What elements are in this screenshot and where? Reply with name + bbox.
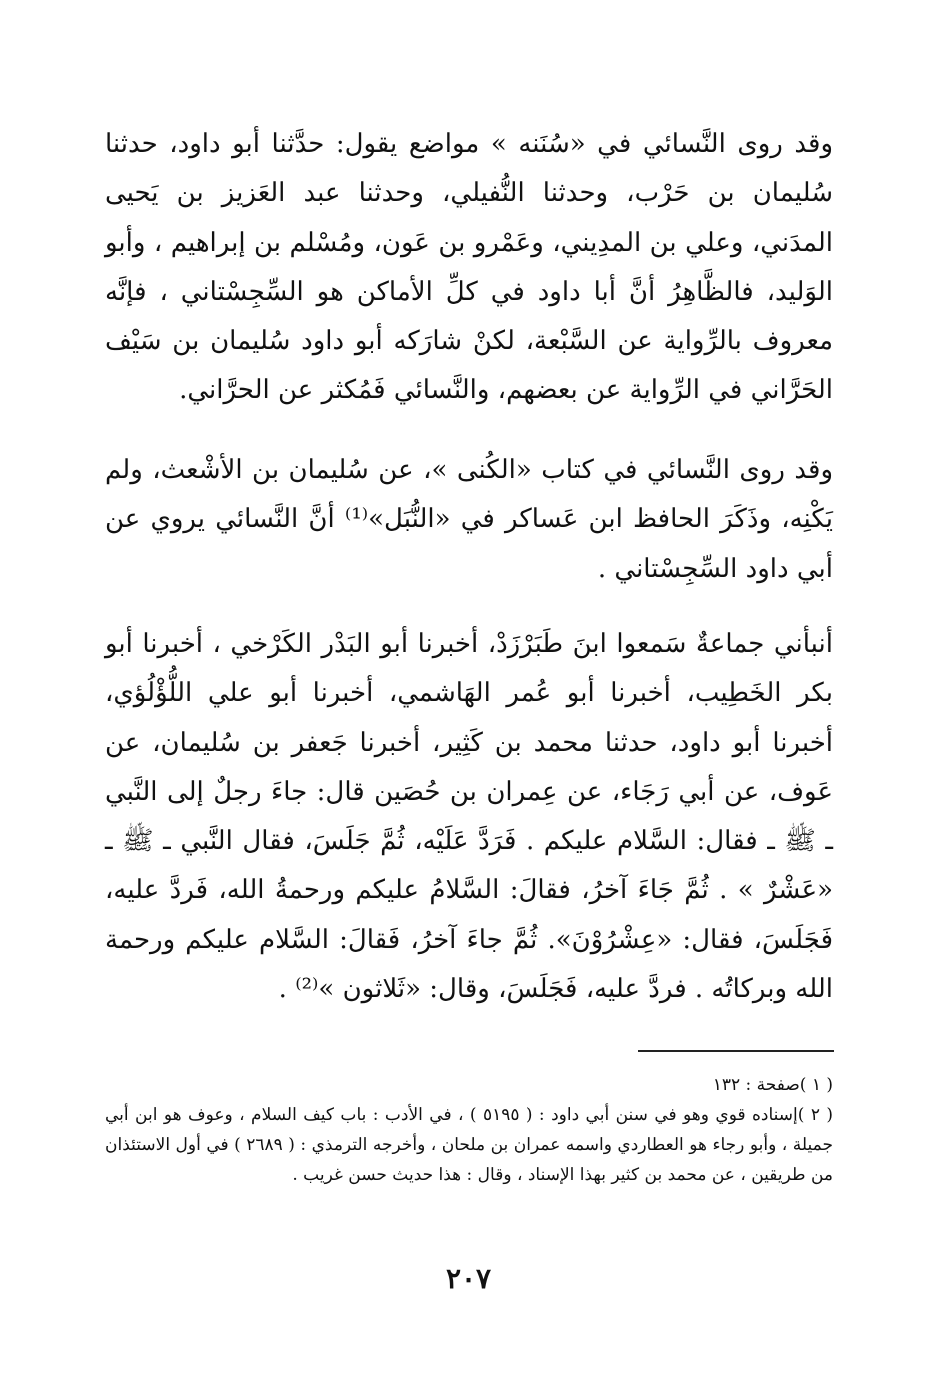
- body-paragraph-1: [105, 120, 833, 416]
- page-number: ٢٠٧: [445, 1262, 492, 1295]
- body-paragraph-3: [105, 620, 833, 1014]
- footnotes: [105, 1070, 833, 1190]
- footnote-1: ( ١ )صفحة : ١٣٢: [712, 1075, 833, 1095]
- body-paragraph-2: [105, 446, 833, 594]
- footnote-divider: [638, 1050, 834, 1052]
- paragraph-text: وقد روى النَّسائي في «سُنَنه » مواضع يقول: حدَّثنا أبو داود، حدثنا سُليمان بن حَرْب، وحدثنا النُّفيلي، وحدثنا عبد العَزيز بن يَحيى المدَني، وعلي بن المدِيني، وعَمْرو بن عَون، ومُسْلم بن إبراهيم ، وأبو الوَليد، فالظَّاهِرُ أنَّ أبا داود في كلِّ الأماكن هو السِّجِسْتاني ، فإنَّه معروف بالرِّواية عن السَّبْعة، لكنْ شارَكه أبو داود سُليمان بن سَيْف الحَرَّاني في الرِّواية عن بعضهم، والنَّسائي فَمُكثر عن الحرَّاني.: [105, 129, 833, 406]
- paragraph-text: أنبأني جماعةٌ سَمعوا ابنَ طَبَرْزَدْ، أخبرنا أبو البَدْر الكَرْخي ، أخبرنا أبو بكر الخَطِيب، أخبرنا أبو عُمر الهَاشمي، أخبرنا أبو علي اللُّؤْلُؤي، أخبرنا أبو داود، حدثنا محمد بن كَثِير، أخبرنا جَعفر بن سُليمان، عن عَوف، عن أبي رَجَاء، عن عِمران بن حُصَين قال: جاءَ رجلٌ إلى النَّبي ـ ﷺ ـ فقال: السَّلام عليكم . فَرَدَّ عَلَيْه، ثُمَّ جَلَسَ، فقال النَّبي ـ ﷺ ـ «عَشْرٌ » . ثُمَّ جَاءَ آخرُ، فقالَ: السَّلامُ عليكم ورحمةُ الله، فَردَّ عليه، فَجَلَسَ، فقال: «عِشْرُوْنَ». ثُمَّ جاءَ آخرُ، فَقالَ: السَّلام عليكم ورحمة الله وبركاتُه . فردَّ عليه، فَجَلَسَ، وقال: «ثَلاثون »⁽²⁾ .: [105, 629, 833, 1005]
- paragraph-text: وقد روى النَّسائي في كتاب «الكُنى »، عن سُليمان بن الأشْعث، ولم يَكْنِه، وذَكَرَ الحافظ ابن عَساكر في «النُّبَل»⁽¹⁾ أنَّ النَّسائي يروي عن أبي داود السِّجِسْتاني .: [105, 455, 833, 584]
- footnote-2: ( ٢ )إسناده قوي وهو في سنن أبي داود : ( ٥١٩٥ ) ، في الأدب : باب كيف السلام ، وعوف هو ابن أبي جميلة ، وأبو رجاء هو العطاردي واسمه عمران بن ملحان ، وأخرجه الترمذي : ( ٢٦٨٩ ) في أول الاستئذان من طريقين ، عن محمد بن كثير بهذا الإسناد ، وقال : هذا حديث حسن غريب .: [105, 1105, 833, 1185]
